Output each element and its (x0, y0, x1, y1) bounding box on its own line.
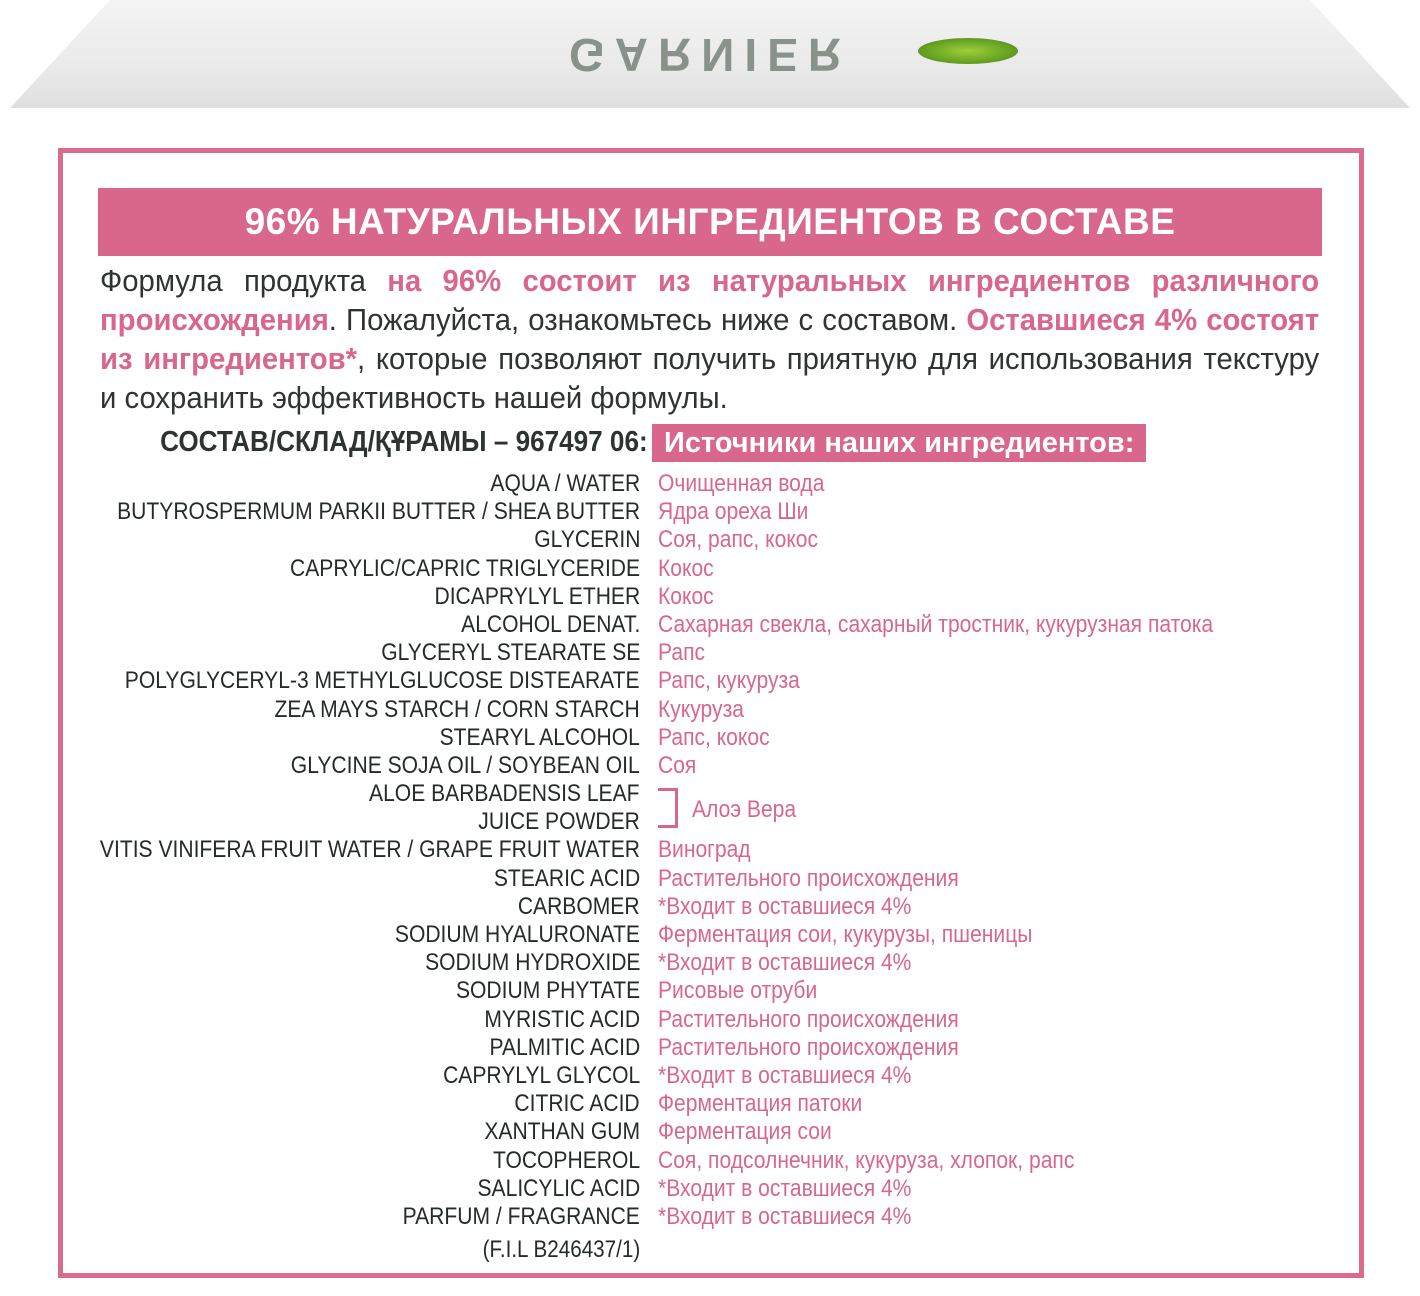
ingredient-source: Рапс, кокос (658, 723, 770, 751)
ingredient-row (0, 639, 1420, 667)
ingredient-source: Алоэ Вера (692, 796, 797, 824)
ingredient-name: STEARYL ALCOHOL (439, 723, 640, 751)
ingredient-row (0, 583, 1420, 611)
ingredient-row (0, 865, 1420, 893)
ingredient-name: CITRIC ACID (514, 1090, 640, 1118)
ingredient-row (0, 1062, 1420, 1090)
ingredient-name: CAPRYLIC/CAPRIC TRIGLYCERIDE (289, 554, 640, 582)
ingredient-source: Соя, рапс, кокос (658, 526, 819, 554)
ingredient-row (0, 1118, 1420, 1146)
ingredient-source: Очищенная вода (658, 470, 825, 497)
fil-code: (F.I.L B246437/1) (482, 1236, 640, 1263)
ingredient-row (0, 836, 1420, 864)
intro-text-3: , которые позволяют получить приятную для использования текстуру и сохранить эффективность нашей формулы. (100, 342, 1320, 415)
ingredient-row (0, 696, 1420, 724)
ingredient-row-aloe (0, 780, 1420, 836)
ingredient-row (0, 1090, 1420, 1118)
ingredient-source: Сахарная свекла, сахарный тростник, кукурузная патока (658, 610, 1214, 638)
ingredient-row (0, 498, 1420, 526)
ingredient-name: SALICYLIC ACID (477, 1174, 640, 1202)
ingredient-name: TOCOPHEROL (492, 1146, 640, 1174)
ingredient-row (0, 1034, 1420, 1062)
ingredient-row (0, 470, 1420, 498)
ingredient-row (0, 893, 1420, 921)
ingredient-name: SODIUM HYDROXIDE (424, 949, 640, 977)
ingredients-list (0, 470, 1420, 1231)
ingredient-row (0, 977, 1420, 1005)
ingredient-source: Кокос (658, 554, 714, 582)
brand-logo: GARNIER (568, 29, 852, 81)
ingredient-row (0, 949, 1420, 977)
intro-highlight-1: на 96% состоит из натуральных ингредиентов различного происхождения (100, 264, 1320, 337)
ingredient-row (0, 1006, 1420, 1034)
ingredient-row (0, 555, 1420, 583)
ingredient-source: Рисовые отруби (658, 977, 818, 1005)
ingredient-row (0, 1175, 1420, 1203)
intro-paragraph (100, 262, 1319, 418)
ingredient-name: GLYCINE SOJA OIL / SOYBEAN OIL (291, 751, 640, 779)
composition-title: СОСТАВ/СКЛАД/ҚҰРАМЫ – 967497 06: (160, 426, 648, 458)
ingredient-source: *Входит в оставшиеся 4% (658, 1174, 912, 1202)
ingredient-name: PARFUM / FRAGRANCE (402, 1202, 640, 1230)
ingredient-name: PALMITIC ACID (489, 1033, 640, 1061)
ingredient-row (0, 1203, 1420, 1231)
ingredient-row (0, 1147, 1420, 1175)
ingredient-source: Ферментация сои, кукурузы, пшеницы (658, 921, 1033, 949)
ingredient-name: ALOE BARBADENSIS LEAF (369, 780, 640, 808)
ingredient-name: CAPRYLYL GLYCOL (442, 1061, 640, 1089)
ingredient-source: Рапс, кукуруза (658, 667, 800, 695)
ingredient-source: *Входит в оставшиеся 4% (658, 892, 912, 920)
ingredient-source: Растительного происхождения (658, 1005, 959, 1033)
ingredient-row (0, 921, 1420, 949)
ingredient-source: Виноград (658, 836, 751, 864)
ingredient-row (0, 611, 1420, 639)
ingredient-source: Ядра ореха Ши (658, 498, 809, 526)
ingredient-name: MYRISTIC ACID (484, 1005, 640, 1033)
ingredient-source: Ферментация патоки (658, 1090, 863, 1118)
ingredient-name: DICAPRYLYL ETHER (434, 582, 640, 610)
ingredient-name: SODIUM HYALURONATE (394, 921, 640, 949)
ingredient-name: VITIS VINIFERA FRUIT WATER / GRAPE FRUIT WATER (99, 836, 640, 864)
ingredient-row (0, 667, 1420, 695)
leaf-logo-icon (918, 38, 1018, 64)
ingredient-name: POLYGLYCERYL-3 METHYLGLUCOSE DISTEARATE (125, 667, 640, 695)
ingredient-name: ZEA MAYS STARCH / CORN STARCH (274, 695, 640, 723)
natural-ingredients-banner: 96% НАТУРАЛЬНЫХ ИНГРЕДИЕНТОВ В СОСТАВЕ (98, 188, 1322, 256)
ingredient-source: *Входит в оставшиеся 4% (658, 949, 912, 977)
ingredient-source: *Входит в оставшиеся 4% (658, 1061, 912, 1089)
ingredient-source: Соя (658, 751, 697, 779)
ingredient-source: Рапс (658, 639, 706, 667)
ingredient-source: Кокос (658, 582, 714, 610)
intro-highlight-2: Оставшиеся 4% состоят из ингредиентов* (100, 303, 1320, 376)
sources-title: Источники наших ингредиентов: (652, 424, 1146, 462)
ingredient-row (0, 526, 1420, 554)
ingredient-row (0, 752, 1420, 780)
ingredient-name-continued: JUICE POWDER (478, 808, 640, 836)
ingredient-name: GLYCERYL STEARATE SE (380, 639, 640, 667)
intro-text-2: . Пожалуйста, ознакомьтесь ниже с составом. (328, 303, 967, 337)
composition-header (0, 424, 1420, 462)
ingredient-source: Растительного происхождения (658, 1033, 959, 1061)
ingredient-source: Соя, подсолнечник, кукуруза, хлопок, рапс (658, 1146, 1075, 1174)
ingredient-source: *Входит в оставшиеся 4% (658, 1202, 912, 1230)
ingredient-name: BUTYROSPERMUM PARKII BUTTER / SHEA BUTTER (117, 498, 640, 526)
ingredient-name: GLYCERIN (533, 526, 640, 554)
ingredient-name: STEARIC ACID (493, 864, 640, 892)
ingredient-name: ALCOHOL DENAT. (460, 610, 640, 638)
ingredient-source: Растительного происхождения (658, 864, 959, 892)
ingredient-source: Ферментация сои (658, 1118, 832, 1146)
bracket-icon (658, 788, 678, 828)
intro-text-1: Формула продукта (100, 264, 388, 298)
ingredient-name: XANTHAN GUM (484, 1118, 640, 1146)
ingredient-source: Кукуруза (658, 695, 744, 723)
ingredient-name: AQUA / WATER (490, 470, 640, 497)
ingredient-name: SODIUM PHYTATE (455, 977, 640, 1005)
ingredient-name: CARBOMER (518, 892, 640, 920)
ingredient-row (0, 724, 1420, 752)
